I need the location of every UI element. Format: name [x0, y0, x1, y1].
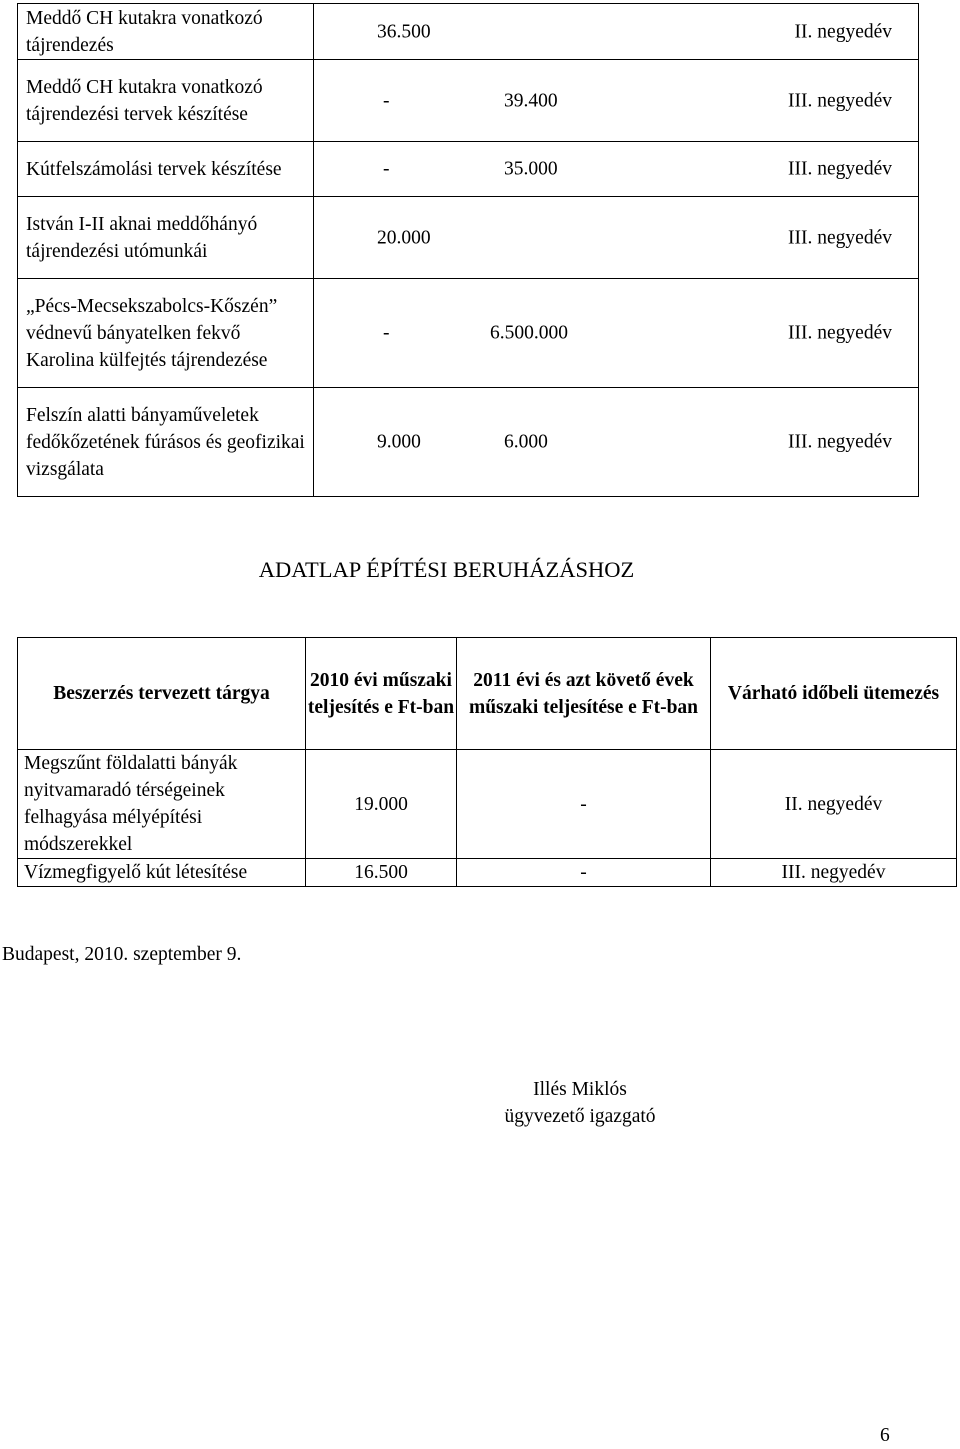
value-2010: - — [383, 322, 390, 344]
table-row — [18, 859, 957, 887]
value-2011: 6.000 — [504, 431, 548, 453]
value-2011: 35.000 — [504, 158, 558, 180]
signer-title: ügyvezető igazgató — [504, 1106, 656, 1127]
value-2010: 20.000 — [377, 227, 431, 248]
table-1 — [17, 3, 919, 497]
schedule: III. negyedév — [788, 322, 892, 344]
row-name: Vízmegfigyelő kút létesítése — [18, 859, 306, 887]
row-values — [314, 279, 919, 388]
row-name: „Pécs-Mecsekszabolcs-Kőszén” védnevű bányatelken fekvő Karolina külfejtés tájrendezése — [18, 279, 314, 388]
row-values — [314, 197, 919, 279]
value-2010: 16.500 — [306, 859, 457, 887]
schedule: III. negyedév — [788, 431, 892, 453]
row-name: Megszűnt földalatti bányák nyitvamaradó térségeinek felhagyása mélyépítési módszerekkel — [18, 750, 306, 859]
header-subject: Beszerzés tervezett tárgya — [18, 638, 306, 750]
table-row — [18, 197, 919, 279]
table-row — [18, 60, 919, 142]
signature-block — [0, 1076, 960, 1130]
row-name: Kútfelszámolási tervek készítése — [18, 142, 314, 197]
table-row — [18, 388, 919, 497]
value-2011: - — [457, 750, 711, 859]
schedule: II. negyedév — [711, 750, 957, 859]
row-name: Meddő CH kutakra vonatkozó tájrendezési tervek készítése — [18, 60, 314, 142]
table-row — [18, 4, 919, 60]
value-2010: 36.500 — [377, 21, 431, 42]
schedule: III. negyedév — [788, 158, 892, 180]
page-number: 6 — [880, 1425, 890, 1446]
schedule: III. negyedév — [788, 227, 892, 248]
place-date: Budapest, 2010. szeptember 9. — [2, 944, 242, 965]
row-values — [314, 388, 919, 497]
header-2011: 2011 évi és azt követő évek műszaki teljesítése e Ft-ban — [457, 638, 711, 750]
header-schedule: Várható időbeli ütemezés — [711, 638, 957, 750]
row-name: Felszín alatti bányaműveletek fedőkőzetének fúrásos és geofizikai vizsgálata — [18, 388, 314, 497]
table-2 — [17, 637, 957, 887]
value-2010: 9.000 — [377, 431, 421, 453]
value-2011: 39.400 — [504, 90, 558, 111]
table-row — [18, 279, 919, 388]
header-row — [18, 638, 957, 750]
value-2010: - — [383, 90, 390, 111]
signer-name: Illés Miklós — [533, 1079, 627, 1100]
schedule: II. negyedév — [794, 21, 892, 42]
value-2010: 19.000 — [306, 750, 457, 859]
row-values — [314, 4, 919, 60]
header-2010: 2010 évi műszaki teljesítés e Ft-ban — [306, 638, 457, 750]
row-values — [314, 142, 919, 197]
value-2010: - — [383, 158, 390, 180]
value-2011: 6.500.000 — [490, 322, 568, 344]
schedule: III. negyedév — [788, 90, 892, 111]
row-name: István I-II aknai meddőhányó tájrendezési utómunkái — [18, 197, 314, 279]
row-name: Meddő CH kutakra vonatkozó tájrendezés — [18, 4, 314, 60]
schedule: III. negyedév — [711, 859, 957, 887]
table-row — [18, 142, 919, 197]
value-2011: - — [457, 859, 711, 887]
page-title: ADATLAP ÉPÍTÉSI BERUHÁZÁSHOZ — [258, 557, 635, 582]
row-values — [314, 60, 919, 142]
table-row — [18, 750, 957, 859]
